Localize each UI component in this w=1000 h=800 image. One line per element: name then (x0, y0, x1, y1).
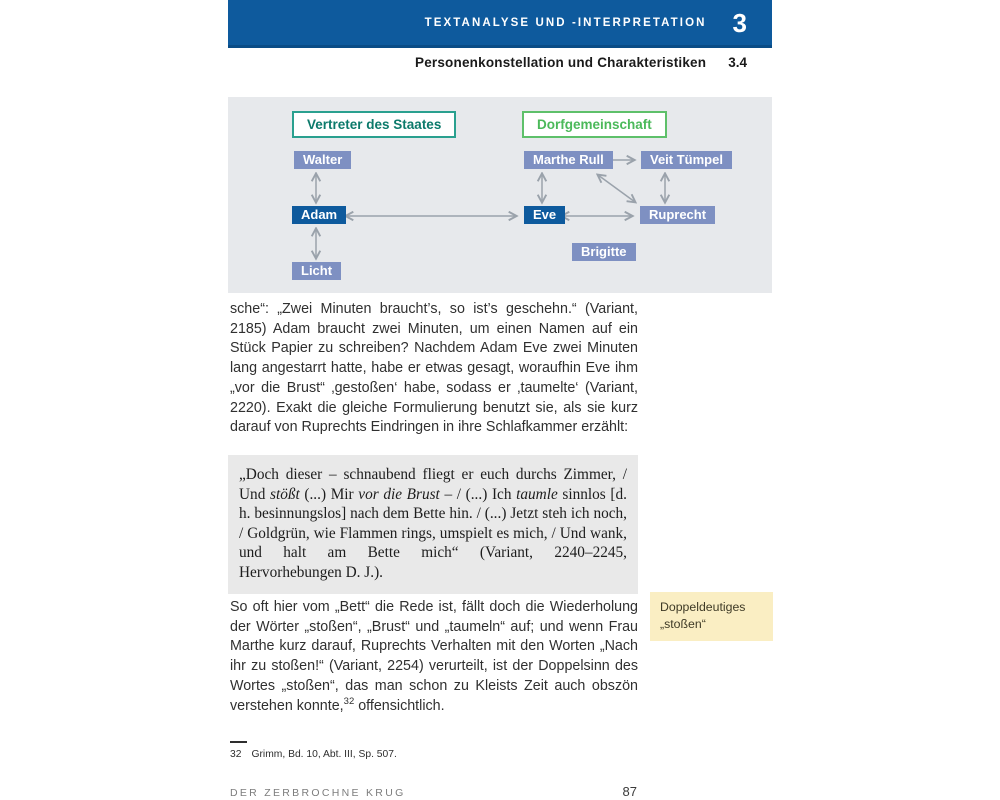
footnote-reference: 32 (343, 695, 355, 707)
character-node-brigitte: Brigitte (572, 243, 636, 261)
footer-book-title: DER ZERBROCHNE KRUG (230, 787, 406, 799)
footnote-text: Grimm, Bd. 10, Abt. III, Sp. 507. (251, 749, 397, 760)
quote-emphasis: vor die Brust (358, 485, 440, 503)
page-footer (230, 784, 637, 799)
quote-text: (...) Mir (299, 485, 359, 503)
chapter-header-bar (228, 0, 772, 48)
footnote (230, 749, 397, 760)
character-node-marthe: Marthe Rull (524, 151, 613, 169)
footnote-number: 32 (230, 749, 242, 760)
edge-marthe-ruprecht (598, 175, 635, 202)
quote-text: – / (...) Ich (439, 485, 517, 503)
character-node-eve: Eve (524, 206, 565, 224)
quote-text: „Doch dieser – schnaubend fliegt er euch durchs Zimmer, / Und (239, 466, 627, 503)
paragraph-text: So oft hier vom „Bett“ die Rede ist, fällt doch die Wiederholung der Wörter „stoßen“, „Brust“ und „taumeln“ auf; und wenn Frau Marthe kurz darauf, Ruprechts Verhalten mit den Worten „Nach ihr zu stoßen!“ (Variant, 2254) verurteilt, ist der Doppelsinn des Wortes „stoßen“, das man schon zu Kleists Zeit auch obszön verstehen konnte, (230, 599, 638, 714)
quote-emphasis: taumle (516, 485, 558, 503)
chapter-title: TEXTANALYSE UND -INTERPRETATION (424, 16, 707, 29)
character-node-adam: Adam (292, 206, 346, 224)
character-node-licht: Licht (292, 262, 341, 280)
character-node-veit: Veit Tümpel (641, 151, 732, 169)
quote-emphasis: stößt (270, 485, 300, 503)
section-number: 3.4 (728, 55, 747, 70)
footnote-divider (230, 741, 247, 743)
section-title: Personenkonstellation und Charakteristiken (414, 55, 707, 70)
character-node-walter: Walter (294, 151, 351, 169)
body-paragraph-1: sche“: „Zwei Minuten braucht’s, so ist’s geschehn.“ (Variant, 2185) Adam braucht zwei Minuten, um einen Namen auf ein Stück Papier zu schreiben? Nachdem Adam Eve zwei Minuten lang angestarrt hatte, habe er etwas gesagt, woraufhin Eve ihm „vor die Brust“ ‚gestoßen‘ habe, sodass er ‚taumelte‘ (Variant, 2220). Exakt die gleiche Formulierung benutzt sie, als sie kurz darauf von Ruprechts Eindringen in ihre Schlafkammer erzählt: (230, 301, 638, 436)
chapter-number: 3 (732, 7, 747, 38)
block-quote (228, 455, 638, 594)
character-node-ruprecht: Ruprecht (640, 206, 715, 224)
section-header (228, 55, 772, 70)
margin-note: Doppeldeutiges „stoßen“ (650, 592, 773, 641)
body-paragraph-2 (230, 598, 638, 716)
paragraph-text: offensichtlich. (354, 697, 445, 714)
quote-text: sinnlos [d. h. besinnungslos] nach dem Bette hin. / (...) Jetzt steh ich noch, / Goldgrün, wie Flammen rings, umspielt es mich, / Und wank, und halt am Bette mich“ (Variant, 2240–2245, Hervorhebungen D. J.). (239, 485, 627, 581)
group-box-state-representatives: Vertreter des Staates (292, 111, 456, 138)
footer-page-number: 87 (622, 784, 637, 799)
group-box-village-community: Dorfgemeinschaft (522, 111, 667, 138)
character-constellation-diagram (228, 97, 772, 293)
